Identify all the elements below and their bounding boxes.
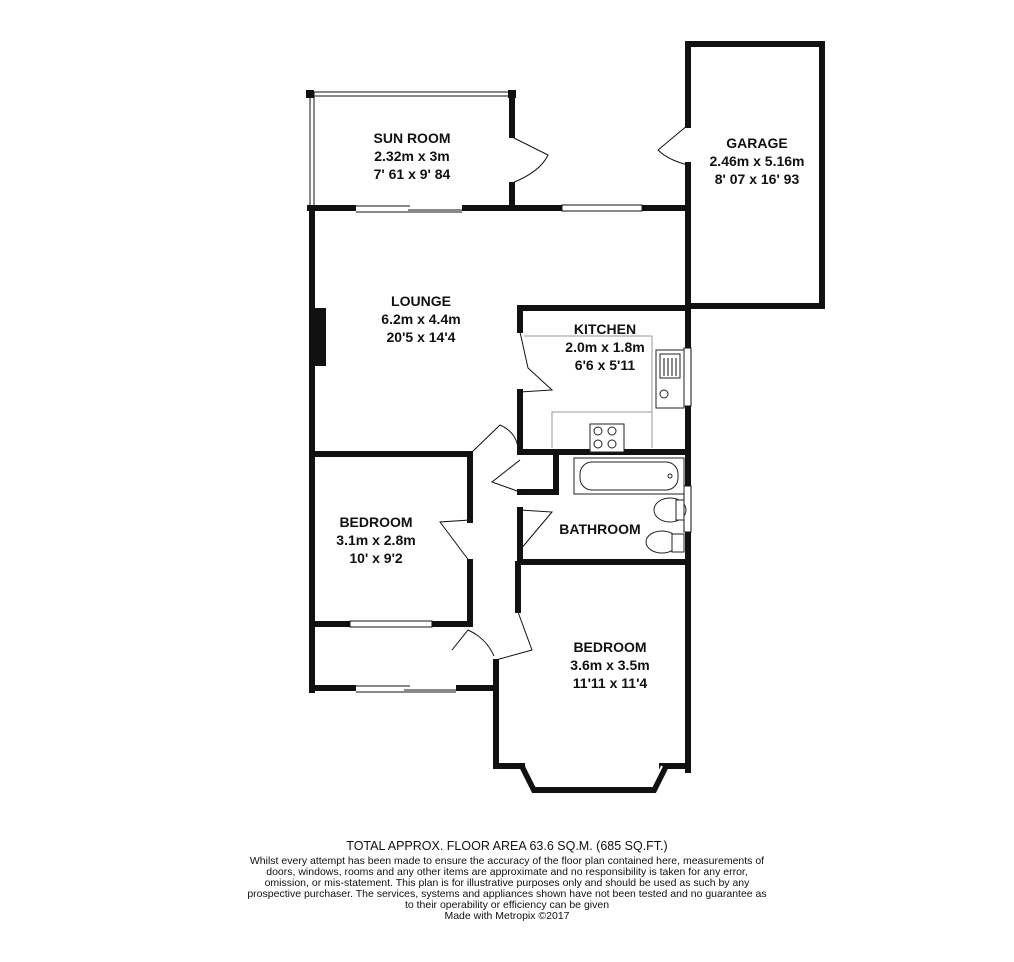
label-lounge	[381, 293, 460, 345]
disclaimer: Whilst every attempt has been made to ensure the accuracy of the floor plan contained here, measurements of doors, windows, rooms and any other items are approximate and no responsibility is taken for any error, omission, or mis-statement. This plan is for illustrative purposes only and should be used as such by any prospective purchaser. The services, systems and appliances shown have not been tested and no guarantee as to their operability or efficiency can be given	[247, 855, 767, 911]
kitchen-name: KITCHEN	[573, 321, 637, 337]
bedroom-2-metric: 3.6m x 3.5m	[570, 657, 650, 673]
bedroom-2-name: BEDROOM	[573, 639, 647, 655]
bedroom-1-name: BEDROOM	[339, 514, 413, 530]
garage-metric: 2.46m x 5.16m	[709, 153, 805, 169]
bedroom-1-imperial: 10' x 9'2	[349, 550, 403, 566]
garage-name: GARAGE	[726, 135, 788, 151]
total-area: TOTAL APPROX. FLOOR AREA 63.6 SQ.M. (685 SQ.FT.)	[346, 839, 668, 853]
lounge-imperial: 20'5 x 14'4	[386, 329, 456, 345]
plan-footer	[0, 838, 1014, 922]
sun-room-metric: 2.32m x 3m	[374, 148, 450, 164]
garage-imperial: 8' 07 x 16' 93	[714, 171, 800, 187]
label-bedroom-2	[570, 639, 649, 691]
credit: Made with Metropix ©2017	[444, 910, 570, 922]
bathroom-name: BATHROOM	[559, 521, 641, 537]
label-bathroom	[559, 521, 640, 537]
bedroom-1-metric: 3.1m x 2.8m	[336, 532, 416, 548]
bathroom-fittings	[574, 458, 686, 553]
kitchen-metric: 2.0m x 1.8m	[565, 339, 645, 355]
lounge-name: LOUNGE	[391, 293, 451, 309]
sun-room-imperial: 7' 61 x 9' 84	[373, 166, 451, 182]
bedroom-2-imperial: 11'11 x 11'4	[572, 675, 648, 691]
lounge-metric: 6.2m x 4.4m	[381, 311, 461, 327]
label-garage	[710, 135, 805, 187]
kitchen-imperial: 6'6 x 5'11	[574, 357, 636, 373]
main-walls	[310, 204, 693, 790]
sun-room-name: SUN ROOM	[373, 130, 451, 146]
label-bedroom-1	[336, 514, 415, 566]
label-kitchen	[565, 321, 644, 373]
label-sun-room	[374, 130, 451, 182]
